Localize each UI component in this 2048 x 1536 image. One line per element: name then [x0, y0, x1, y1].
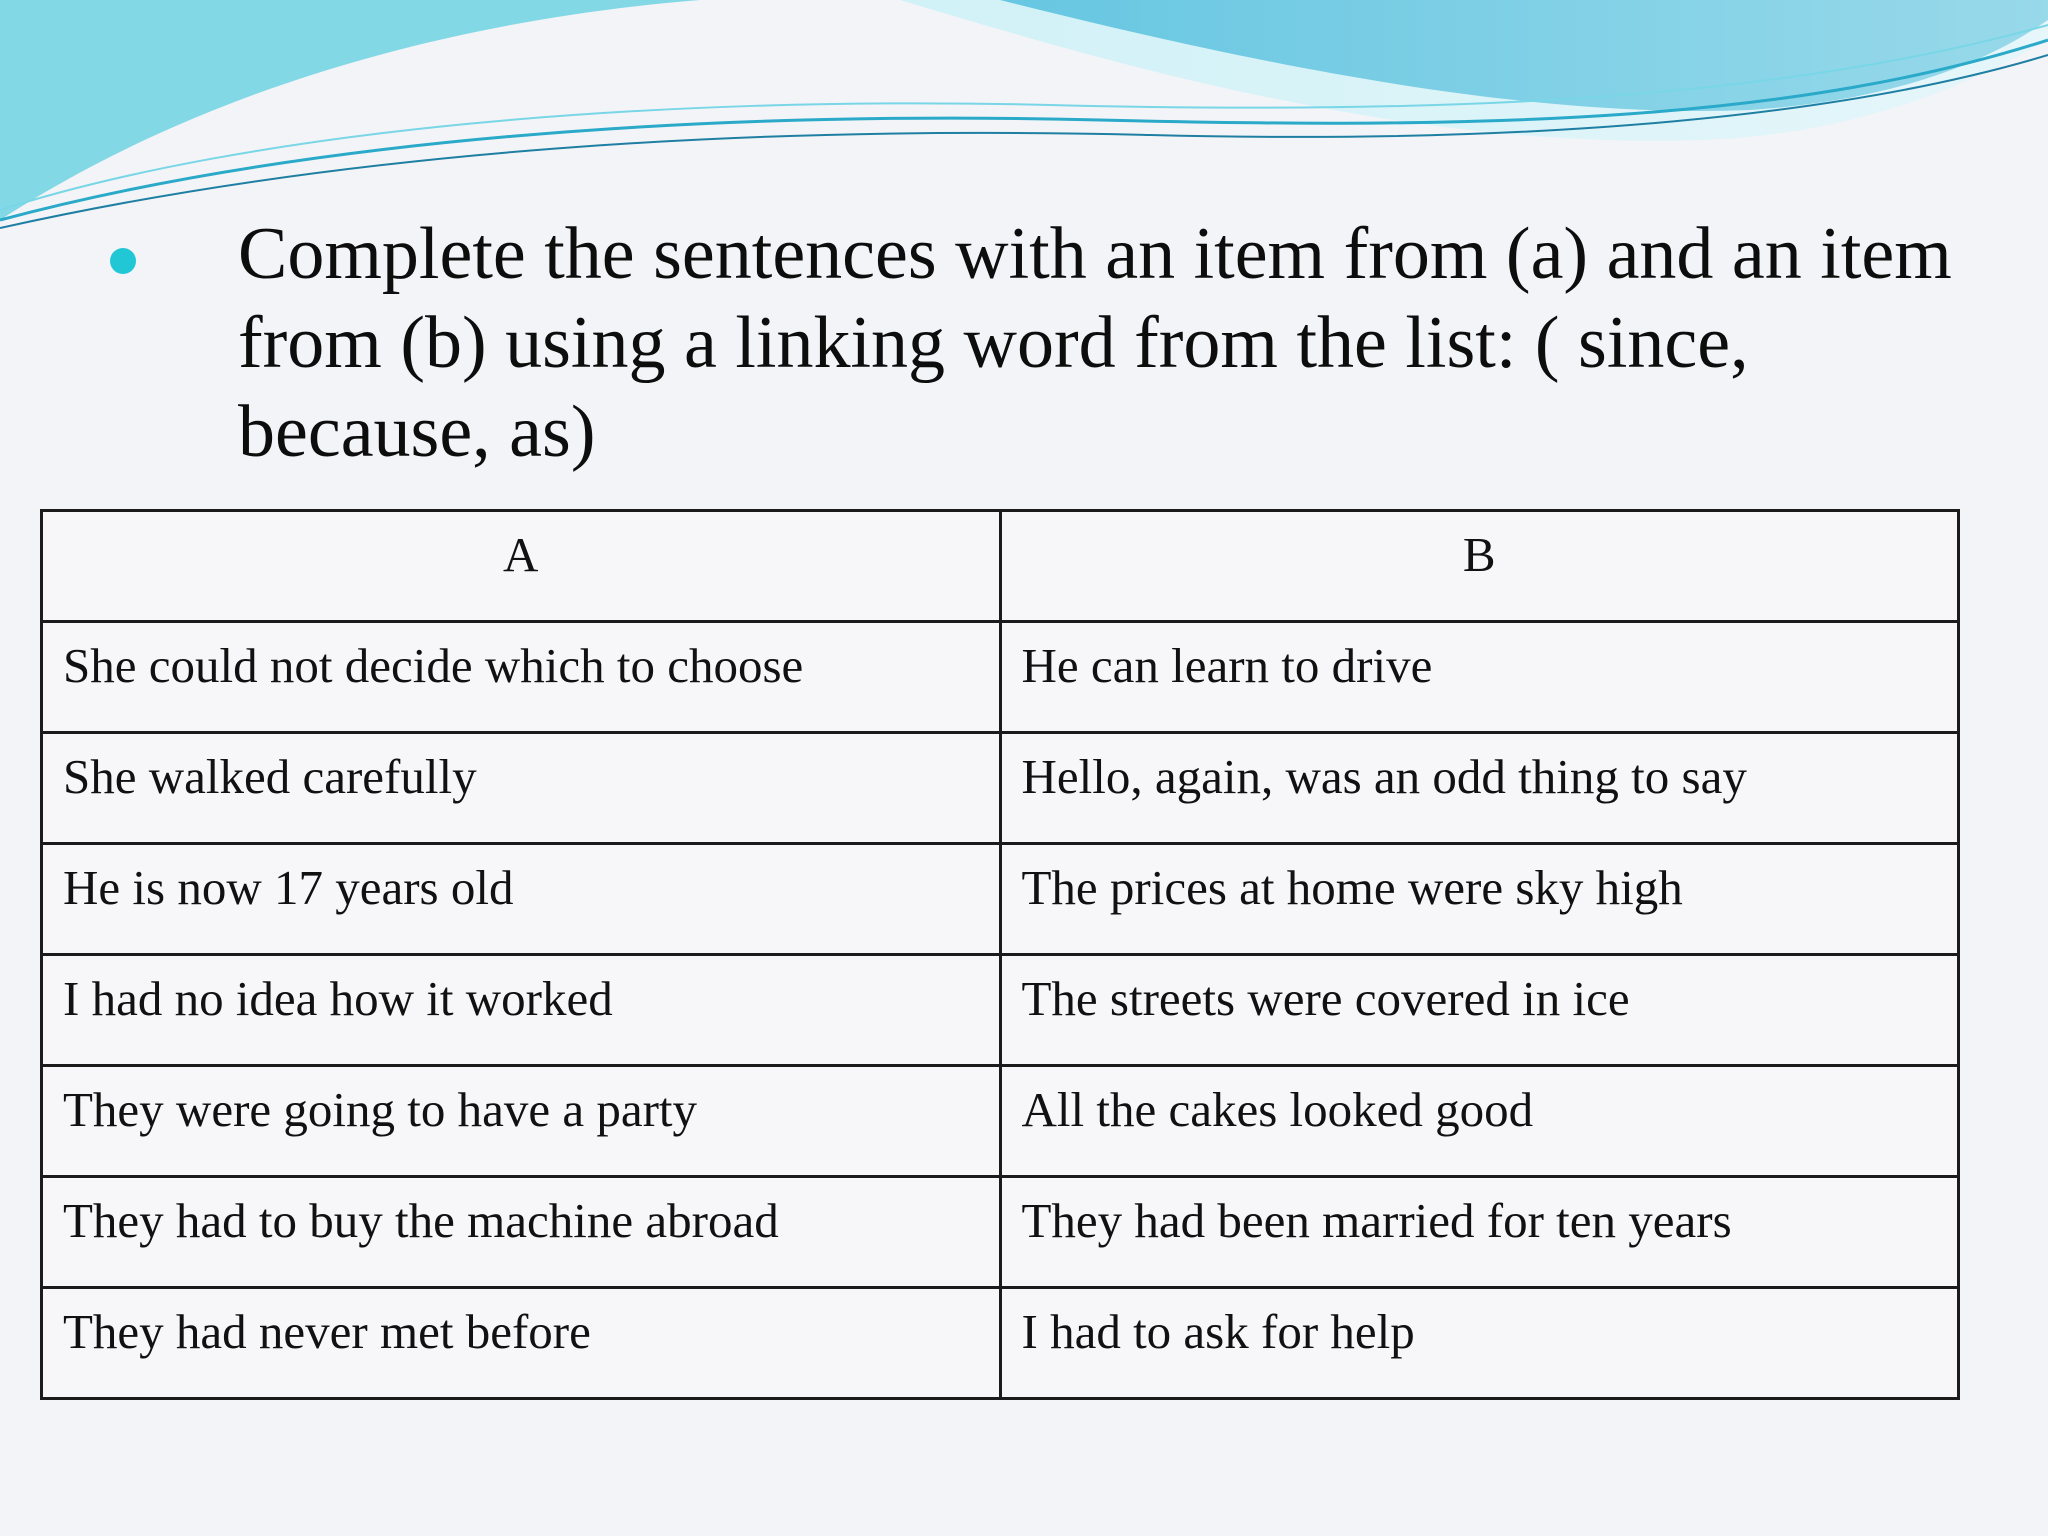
cell-b: I had to ask for help	[1000, 1288, 1959, 1399]
table-header-row	[42, 511, 1959, 622]
table-row	[42, 1288, 1959, 1399]
cell-b: The prices at home were sky high	[1000, 844, 1959, 955]
column-header-a: A	[42, 511, 1001, 622]
cell-a: They had to buy the machine abroad	[42, 1177, 1001, 1288]
exercise-table	[40, 509, 1960, 1400]
cell-a: He is now 17 years old	[42, 844, 1001, 955]
cell-b: The streets were covered in ice	[1000, 955, 1959, 1066]
cell-b: All the cakes looked good	[1000, 1066, 1959, 1177]
cell-b: Hello, again, was an odd thing to say	[1000, 733, 1959, 844]
instruction-text: Complete the sentences with an item from (a) and an item from (b) using a linking word from the list: ( since, because, as)	[238, 213, 1952, 473]
table-row	[42, 955, 1959, 1066]
cell-b: They had been married for ten years	[1000, 1177, 1959, 1288]
table-row	[42, 1177, 1959, 1288]
table-row	[42, 733, 1959, 844]
cell-a: They had never met before	[42, 1288, 1001, 1399]
header-wave-decoration	[0, 0, 2048, 240]
table-row	[42, 1066, 1959, 1177]
column-header-b: B	[1000, 511, 1959, 622]
bullet-icon	[110, 248, 136, 274]
cell-a: She walked carefully	[42, 733, 1001, 844]
cell-a: I had no idea how it worked	[42, 955, 1001, 1066]
cell-b: He can learn to drive	[1000, 622, 1959, 733]
instruction-block	[110, 210, 1970, 477]
table-row	[42, 622, 1959, 733]
table-row	[42, 844, 1959, 955]
cell-a: They were going to have a party	[42, 1066, 1001, 1177]
cell-a: She could not decide which to choose	[42, 622, 1001, 733]
